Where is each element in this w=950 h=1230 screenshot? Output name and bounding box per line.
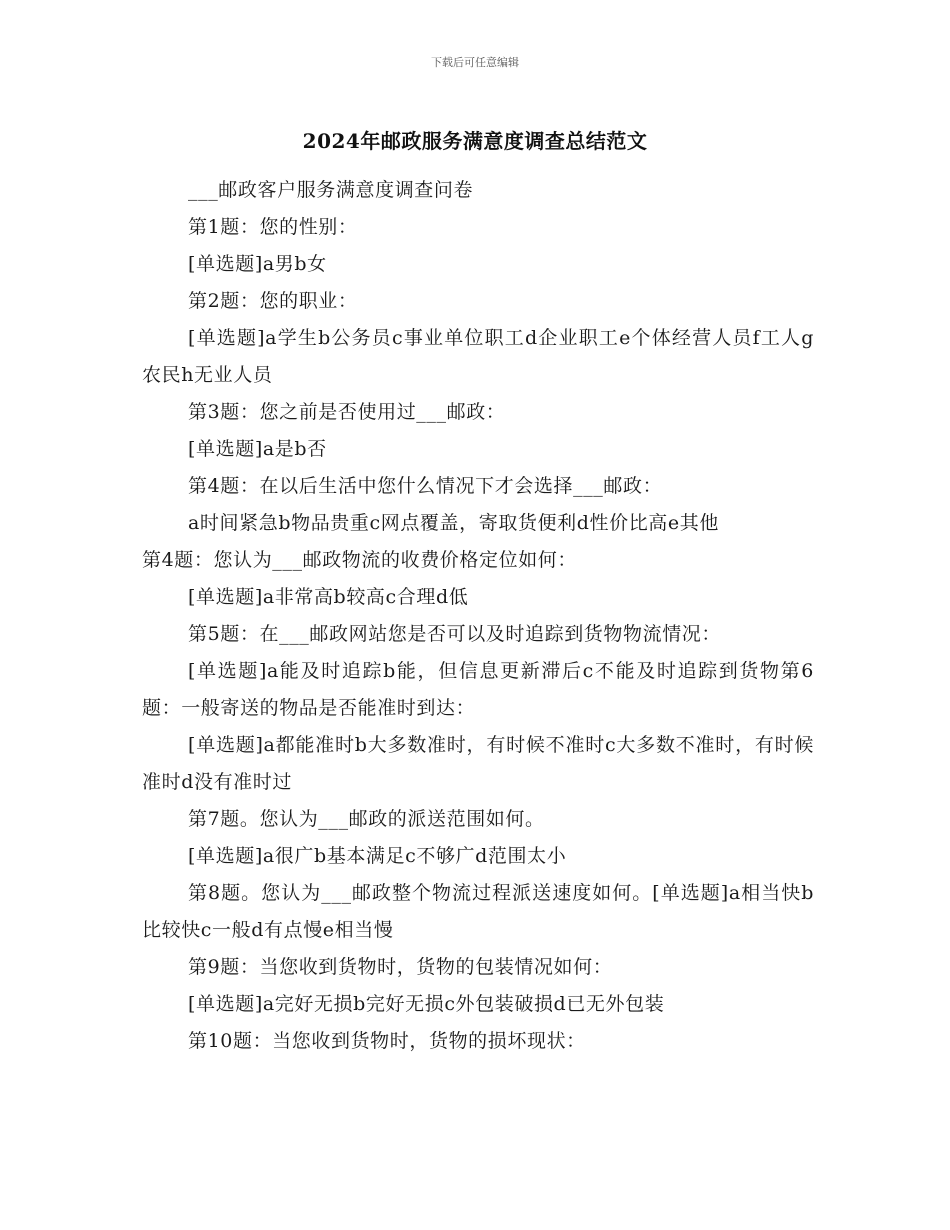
survey-heading: ___邮政客户服务满意度调查问卷 xyxy=(188,179,474,201)
document-body xyxy=(142,172,814,1060)
question-9-options: [单选题]a完好无损b完好无损c外包装破损d已无外包装 xyxy=(188,993,665,1015)
question-3-options: [单选题]a是b否 xyxy=(188,438,327,460)
question-3: 第3题：您之前是否使用过___邮政： xyxy=(188,401,506,423)
question-1-options: [单选题]a男b女 xyxy=(188,253,327,275)
question-5-options: [单选题]a能及时追踪b能，但信息更新滞后c不能及时追踪到货物第6题：一般寄送的物品是否能准时到达： xyxy=(142,660,814,719)
question-10: 第10题：当您收到货物时，货物的损坏现状： xyxy=(188,1030,586,1052)
question-5: 第5题：在___邮政网站您是否可以及时追踪到货物物流情况： xyxy=(188,623,721,645)
question-2-options: [单选题]a学生b公务员c事业单位职工d企业职工e个体经营人员f工人g农民h无业人员 xyxy=(142,327,814,386)
question-8: 第8题。您认为___邮政整个物流过程派送速度如何。[单选题]a相当快b比较快c一般d有点慢e相当慢 xyxy=(142,882,814,941)
question-7-options: [单选题]a很广b基本满足c不够广d范围太小 xyxy=(188,845,567,867)
question-2: 第2题：您的职业： xyxy=(188,290,358,312)
header-note: 下载后可任意编辑 xyxy=(431,56,519,69)
question-9: 第9题：当您收到货物时，货物的包装情况如何： xyxy=(188,956,613,978)
question-4b: 第4题：您认为___邮政物流的收费价格定位如何： xyxy=(142,549,577,571)
document-title: 2024年邮政服务满意度调查总结范文 xyxy=(302,129,648,153)
question-7: 第7题。您认为___邮政的派送范围如何。 xyxy=(188,808,545,830)
question-1: 第1题：您的性别： xyxy=(188,216,358,238)
question-6-options: [单选题]a都能准时b大多数准时，有时候不准时c大多数不准时，有时候准时d没有准时过 xyxy=(142,734,814,793)
question-4b-options: [单选题]a非常高b较高c合理d低 xyxy=(188,586,469,608)
question-4-options: a时间紧急b物品贵重c网点覆盖，寄取货便利d性价比高e其他 xyxy=(188,512,719,534)
question-4: 第4题：在以后生活中您什么情况下才会选择___邮政： xyxy=(188,475,663,497)
